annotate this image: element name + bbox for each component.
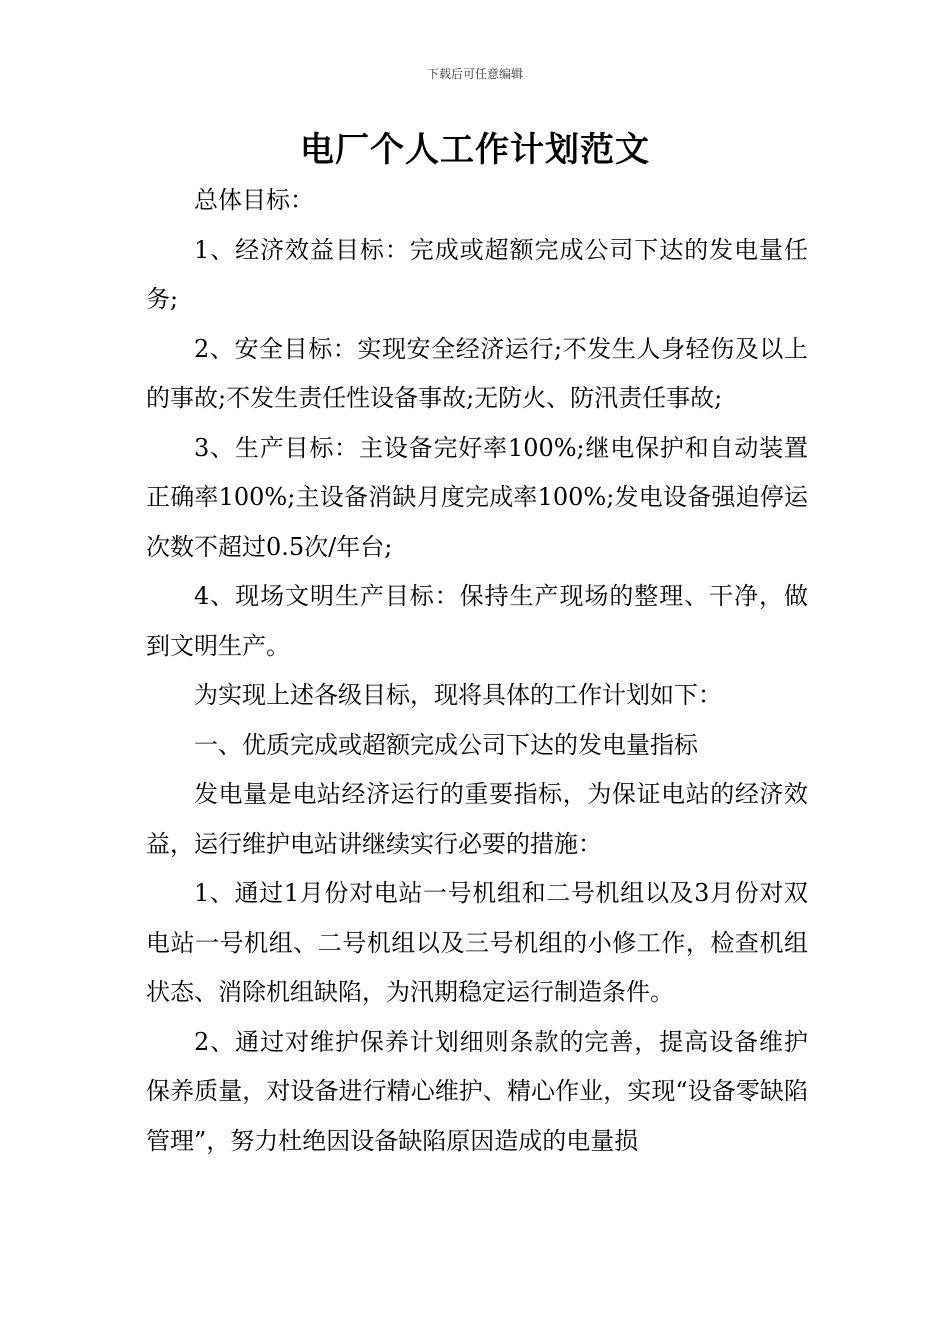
header-note: 下载后可任意编辑 bbox=[426, 67, 523, 81]
paragraph: 总体目标： bbox=[194, 186, 314, 214]
paragraph: 2、通过对维护保养计划细则条款的完善，提高设备维护保养质量，对设备进行精心维护、精心作业，实现“设备零缺陷管理”，努力杜绝因设备缺陷原因造成的电量损 bbox=[146, 1027, 808, 1155]
paragraph: 4、现场文明生产目标：保持生产现场的整理、干净，做到文明生产。 bbox=[146, 582, 808, 660]
paragraph: 一、优质完成或超额完成公司下达的发电量指标 bbox=[194, 730, 698, 759]
document-title: 电厂个人工作计划范文 bbox=[300, 130, 650, 170]
paragraph: 3、生产目标：主设备完好率100%;继电保护和自动装置正确率100%;主设备消缺月度完成率100%;发电设备强迫停运次数不超过0.5次/年台; bbox=[146, 433, 808, 561]
document-body bbox=[146, 176, 808, 1166]
paragraph: 为实现上述各级目标，现将具体的工作计划如下： bbox=[194, 681, 722, 709]
paragraph: 发电量是电站经济运行的重要指标，为保证电站的经济效益，运行维护电站讲继续实行必要的措施： bbox=[146, 780, 808, 858]
paragraph: 2、安全目标：实现安全经济运行;不发生人身轻伤及以上的事故;不发生责任性设备事故;无防火、防汛责任事故; bbox=[146, 334, 808, 412]
paragraph: 1、经济效益目标：完成或超额完成公司下达的发电量任务; bbox=[146, 235, 808, 313]
paragraph: 1、通过1月份对电站一号机组和二号机组以及3月份对双电站一号机组、二号机组以及三号机组的小修工作，检查机组状态、消除机组缺陷，为汛期稳定运行制造条件。 bbox=[146, 879, 808, 1006]
